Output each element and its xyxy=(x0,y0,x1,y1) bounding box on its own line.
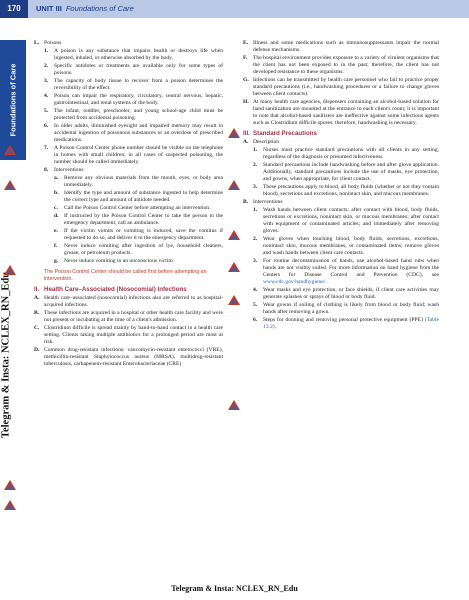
priority-triangle-icon xyxy=(228,400,240,410)
list-item: d. If instructed by the Poison Control Center to take the person to the emergency department, call an ambulance. xyxy=(54,213,223,226)
list-item: 5. Wear gowns if soiling of clothing is likely from blood or body fluid; wash hands after removing a gown. xyxy=(253,302,439,315)
priority-triangle-icon xyxy=(4,265,16,275)
priority-triangle-icon xyxy=(4,180,16,190)
list-item: 3. For routine decontamination of hands, use alcohol-based hand rubs when hands are not visibly soiled. For more information on hand hygiene from the Centers for Disease Control and Prevention (CDC), see www.cdc.gov/handhygiene/. xyxy=(253,258,439,285)
list-item: 1. Wash hands between client contacts; after contact with blood, body fluids, secretions or excretions, nonintact skin, or mucous membranes; after contact with equipment or contaminated articles; and immediately after removing gloves. xyxy=(253,207,439,234)
priority-triangle-icon xyxy=(4,480,16,490)
page-header xyxy=(0,0,469,18)
priority-triangle-icon xyxy=(4,500,16,510)
priority-triangle-icon xyxy=(228,262,240,272)
right-column xyxy=(243,40,439,332)
section-heading: L. Poisons xyxy=(34,40,62,46)
priority-triangle-icon xyxy=(4,145,16,155)
list-item: f. Never induce vomiting after ingestion of lye, household cleaners, grease, or petroleum products. xyxy=(54,243,223,256)
list-item: 1. A poison is any substance that impairs health or destroys life when ingested, inhaled, or otherwise absorbed by the body. xyxy=(44,48,223,61)
priority-note: The Poison Control Center should be called first before attempting an intervention. xyxy=(44,269,207,282)
list-item: 6. Steps for donning and removing personal protective equipment (PPE) (Table 13.2). xyxy=(253,317,439,330)
list-item: G. Infections can be transmitted by health care personnel who fail to practice proper standard precautions (i.e., handwashing procedures or a failure to change gloves between client contacts). xyxy=(243,77,439,97)
priority-triangle-icon xyxy=(228,180,240,190)
list-item: b. Identify the type and amount of substance ingested to help determine the correct type and amount of antidote needed. xyxy=(54,190,223,203)
list-item: g. Never induce vomiting in an unconscious victim. xyxy=(54,258,175,264)
list-item: 1. Nurses must practice standard precautions with all clients in any setting, regardless of the diagnosis or presumed infectiveness. xyxy=(253,147,439,160)
watermark-bottom: Telegram & Insta: NCLEX_RN_Edu xyxy=(171,584,298,593)
list-item: F. The hospital environment provides exposure to a variety of virulent organisms that the client has not been exposed to in the past; therefore, the client has not developed resistance to these organisms. xyxy=(243,55,439,75)
list-item: e. If the victim vomits or vomiting is induced, save the vomitus if requested to do so, and deliver it to the emergency department. xyxy=(54,228,223,241)
page-number: 170 xyxy=(0,0,28,18)
list-item: 4. Poison can impair the respiratory, circulatory, central nervous, hepatic, gastrointestinal, and renal systems of the body. xyxy=(44,93,223,106)
list-item: C. Clostridium difficile is spread mainly by hand-to-hand contact in a health care setting. Clients taking multiple antibiotics for a prolonged period are most at risk. xyxy=(34,325,223,345)
list-item: 6. In older adults, diminished eyesight and impaired memory may result in accidental ingestion of poisonous substances or an overdose of prescribed medications. xyxy=(44,123,223,143)
priority-triangle-icon xyxy=(228,128,240,138)
section-heading: III. Standard Precautions xyxy=(243,130,317,137)
list-item: D. Common drug-resistant infections: vancomycin-resistant enterococci (VRE), methicillin-resistant Staphylococcus aureus (MRSA), multidrug-resistant tuberculosis, carbapenem-resistant Enterobacteriaceae (CRE) xyxy=(34,347,223,367)
list-item: 2. Specific antidotes or treatments are available only for some types of poisons. xyxy=(44,63,223,76)
list-item: A. Description xyxy=(243,139,280,145)
priority-triangle-icon xyxy=(228,230,240,240)
unit-label: UNIT III xyxy=(36,4,62,13)
list-item: a. Remove any obvious materials from the mouth, eyes, or body area immediately. xyxy=(54,175,223,188)
list-item: E. Illness and some medications such as immunosuppressants impair the normal defense mechanisms. xyxy=(243,40,439,53)
list-item: 4. Wear masks and eye protection, or face shields, if client care activities may generate splashes or sprays of blood or body fluid. xyxy=(253,287,439,300)
list-item: 5. The infant, toddler, preschooler, and young school-age child must be protected from accidental poisoning. xyxy=(44,108,223,121)
section-heading: II. Health Care–Associated (Nosocomial) Infections xyxy=(34,286,187,293)
list-item: 7. A Poison Control Center phone number should be visible on the telephone in homes with small children; in all cases of suspected poisoning, the number should be called immediately. xyxy=(44,145,223,165)
list-item: 2. Wear gloves when touching blood, body fluids, secretions, excretions, nonintact skin, mucous membranes, or contaminated items; remove gloves and wash hands between client care contacts. xyxy=(253,236,439,256)
list-item: B. These infections are acquired in a hospital or other health care facility and were not present or incubating at the time of a client's admission. xyxy=(34,310,223,323)
watermark-side: Telegram & Insta: NCLEX_RN_Edu xyxy=(0,271,12,439)
list-item: 3. These precautions apply to blood, all body fluids (whether or not they contain blood), secretions and excretions, nonintact skin, and mucous membranes. xyxy=(253,184,439,197)
list-item: A. Health care–associated (nosocomial) infections also are referred to as hospital-acquired infections. xyxy=(34,295,223,308)
list-item: 2. Standard precautions include handwashing before and after glove application. Additionally, standard precautions include the use of masks, eye protection, and gowns, when appropriate, for client contact. xyxy=(253,162,439,182)
list-item: c. Call the Poison Control Center before attempting an intervention. xyxy=(54,205,211,211)
table-reference-link[interactable]: (Table 13.2) xyxy=(263,317,439,330)
list-item: B. Interventions xyxy=(243,199,283,205)
unit-title: Foundations of Care xyxy=(65,4,134,13)
list-item: 3. The capacity of body tissue to recover from a poison determines the reversibility of the effect. xyxy=(44,78,223,91)
list-item: 8. Interventions xyxy=(44,167,84,173)
side-tab-label: Foundations of Care xyxy=(8,63,18,137)
priority-triangle-icon xyxy=(228,295,240,305)
list-item: H. At many health care agencies, dispensers containing an alcohol-based solution for hand sanitization are mounted at the entrance to each client's room; it is important to note that alcohol-based sanitizers are ineffective against some infectious agents such as Clostridium difficile spores; therefore, handwashing is necessary. xyxy=(243,99,439,126)
cdc-link[interactable]: www.cdc.gov/handhygiene/ xyxy=(263,279,326,285)
running-head xyxy=(36,0,134,18)
side-tab xyxy=(0,40,26,160)
left-column xyxy=(34,40,223,369)
